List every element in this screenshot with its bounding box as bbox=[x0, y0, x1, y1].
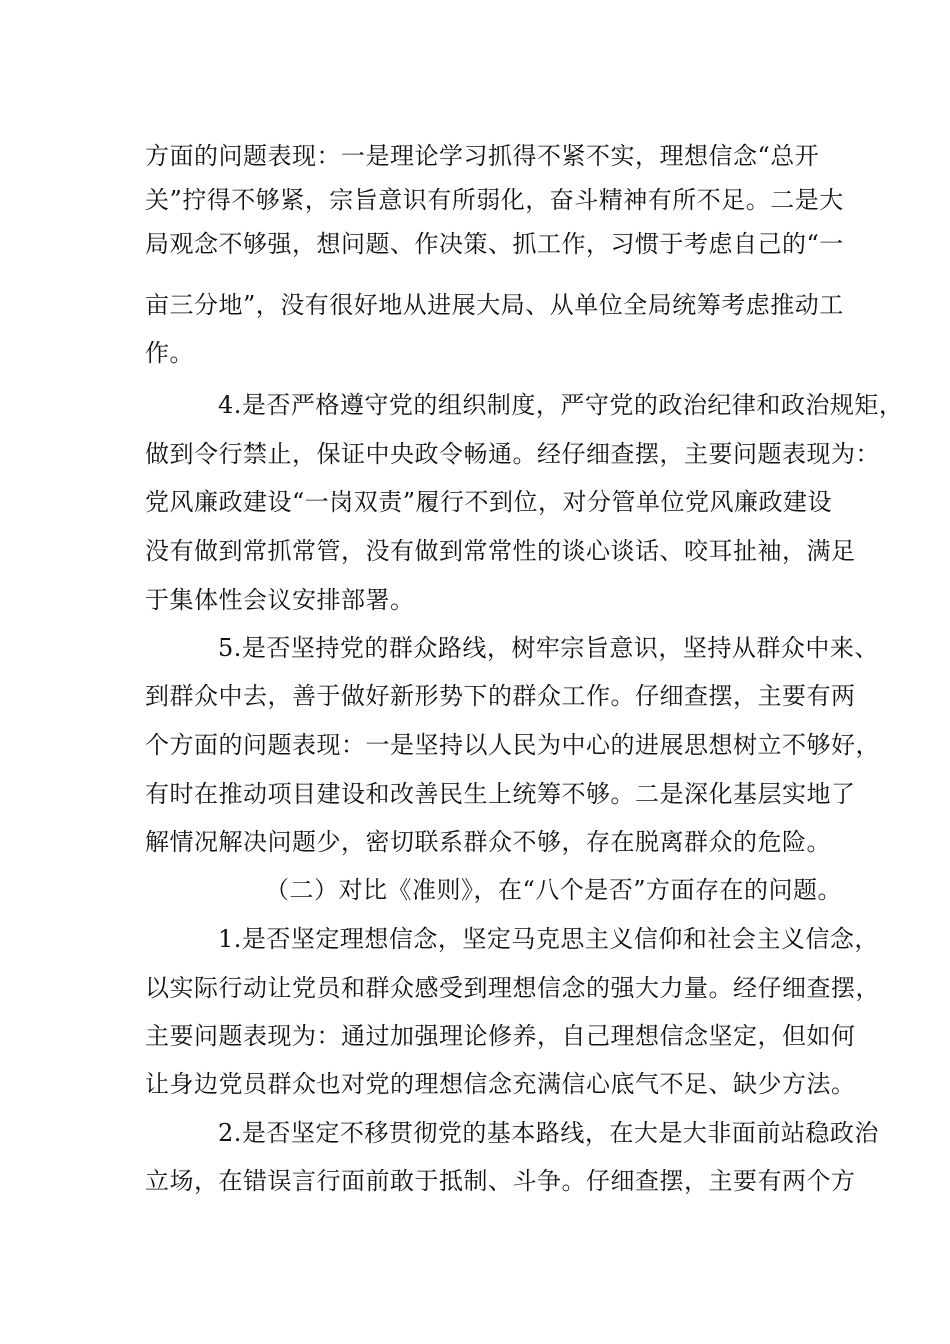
text-line: 以实际行动让党员和群众感受到理想信念的强大力量。经仔细查摆， bbox=[145, 974, 880, 1002]
text-line: 党风廉政建设“一岗双责”履行不到位，对分管单位党风廉政建设 bbox=[145, 488, 833, 516]
text-line: 解情况解决问题少，密切联系群众不够，存在脱离群众的危险。 bbox=[145, 828, 831, 856]
text-line: 于集体性会议安排部署。 bbox=[145, 586, 415, 614]
text-line: 关”拧得不够紧，宗旨意识有所弱化，奋斗精神有所不足。二是大 bbox=[145, 186, 844, 214]
text-line: 到群众中去，善于做好新形势下的群众工作。仔细查摆，主要有两 bbox=[145, 682, 856, 710]
text-line: 5.是否坚持党的群众路线，树牢宗旨意识，坚持从群众中来、 bbox=[218, 634, 879, 662]
text-line: 方面的问题表现：一是理论学习抓得不紧不实，理想信念“总开 bbox=[145, 142, 820, 170]
text-line: 4.是否严格遵守党的组织制度，严守党的政治纪律和政治规矩， bbox=[218, 391, 904, 419]
text-line: 没有做到常抓常管，没有做到常常性的谈心谈话、咬耳扯袖，满足 bbox=[145, 537, 856, 565]
text-line: 主要问题表现为：通过加强理论修养，自己理想信念坚定，但如何 bbox=[145, 1022, 856, 1050]
text-line: 做到令行禁止，保证中央政令畅通。经仔细查摆，主要问题表现为： bbox=[145, 440, 880, 468]
text-line: 2.是否坚定不移贯彻党的基本路线，在大是大非面前站稳政治 bbox=[218, 1119, 879, 1147]
text-line: 有时在推动项目建设和改善民生上统筹不够。二是深化基层实地了 bbox=[145, 780, 856, 808]
text-line: 亩三分地”，没有很好地从进展大局、从单位全局统筹考虑推动工 bbox=[145, 291, 844, 319]
text-line: 作。 bbox=[145, 339, 194, 367]
text-line: 局观念不够强，想问题、作决策、抓工作，习惯于考虑自己的“一 bbox=[145, 230, 844, 258]
section-heading: （二）对比《准则》，在“八个是否”方面存在的问题。 bbox=[265, 876, 843, 904]
text-line: 个方面的问题表现：一是坚持以人民为中心的进展思想树立不够好， bbox=[145, 731, 880, 759]
text-line: 让身边党员群众也对党的理想信念充满信心底气不足、缺少方法。 bbox=[145, 1070, 856, 1098]
text-line: 立场，在错误言行面前敢于抵制、斗争。仔细查摆，主要有两个方 bbox=[145, 1167, 856, 1195]
text-line: 1.是否坚定理想信念，坚定马克思主义信仰和社会主义信念， bbox=[218, 925, 879, 953]
